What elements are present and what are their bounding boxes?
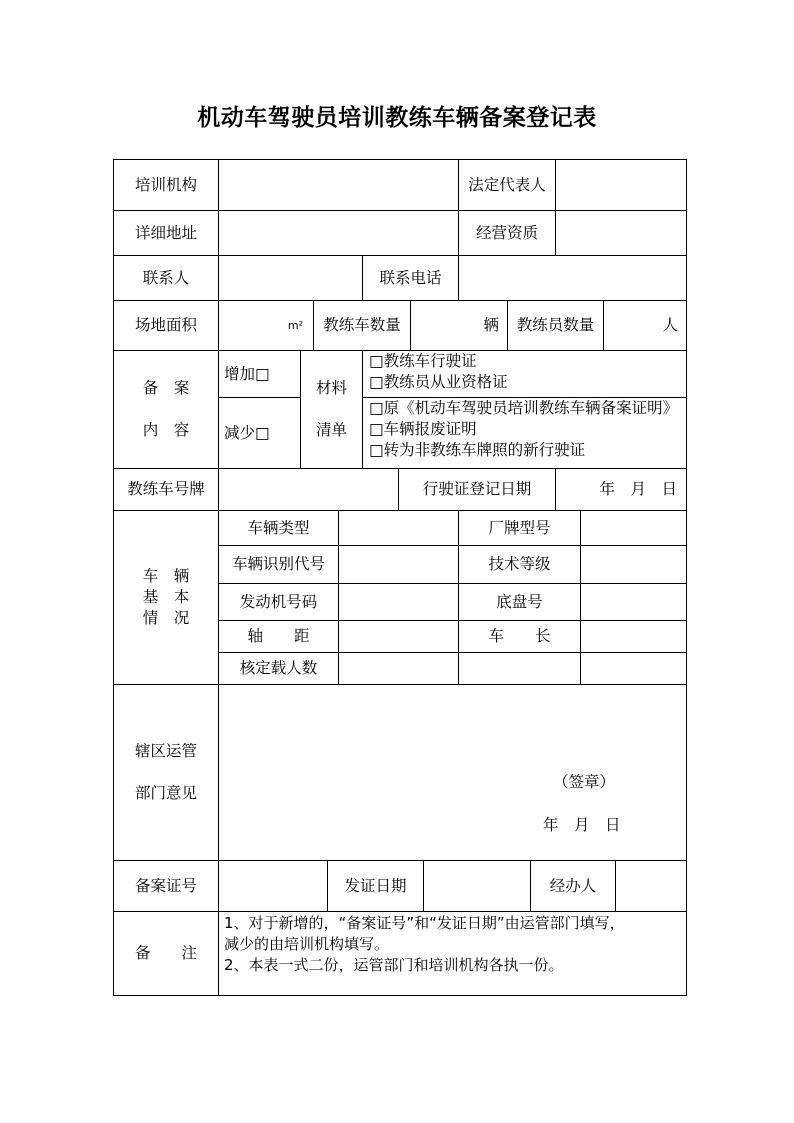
issue-date-label: 发证日期 (327, 860, 424, 912)
vin-field[interactable] (338, 545, 459, 584)
chassis-number-label: 底盘号 (458, 583, 581, 621)
registration-date-label: 行驶证登记日期 (398, 468, 556, 511)
qualification-field[interactable] (555, 210, 687, 256)
vehicle-length-label: 车 长 (458, 620, 581, 653)
increase-option[interactable]: 增加□ (218, 350, 301, 398)
filing-content-label-line: 备 案 (142, 379, 190, 397)
vehicle-info-label-line: 情 况 (142, 609, 190, 627)
handler-field[interactable] (615, 860, 687, 912)
material-checkbox-item[interactable]: □转为非教练车牌照的新行驶证 (369, 441, 586, 459)
vehicle-unit: 辆 (483, 316, 499, 334)
vehicle-info-label-line: 车 辆 (142, 567, 190, 585)
site-area-label: 场地面积 (113, 300, 219, 351)
filing-content-label-line: 内 容 (142, 421, 190, 439)
vehicle-info-label-line: 基 本 (142, 588, 190, 606)
authority-opinion-label-line: 辖区运管 (134, 742, 197, 760)
materials-list-label (300, 350, 363, 469)
instructor-count-field[interactable] (603, 300, 687, 351)
materials-list-label-line: 清单 (315, 421, 347, 439)
registration-date-placeholder: 年 月 日 (599, 480, 677, 498)
legal-representative-label: 法定代表人 (458, 159, 556, 211)
legal-representative-field[interactable] (555, 159, 687, 211)
contact-person-label: 联系人 (113, 255, 219, 301)
engine-number-field[interactable] (338, 583, 459, 621)
instructor-count-label: 教练员数量 (507, 300, 604, 351)
filing-cert-number-field[interactable] (218, 860, 328, 912)
vehicle-type-field[interactable] (338, 510, 459, 546)
authority-opinion-label (113, 684, 219, 861)
opinion-date-placeholder: 年 月 日 (543, 816, 621, 834)
vehicle-count-field[interactable] (410, 300, 508, 351)
filing-content-label (113, 350, 219, 469)
material-checkbox-item[interactable]: □车辆报废证明 (369, 420, 477, 438)
brand-model-field[interactable] (580, 510, 687, 546)
technical-grade-field[interactable] (580, 545, 687, 584)
technical-grade-label: 技术等级 (458, 545, 581, 584)
contact-phone-label: 联系电话 (362, 255, 459, 301)
remarks-label: 备 注 (113, 911, 219, 996)
decrease-materials-list (362, 397, 687, 469)
brand-model-label: 厂牌型号 (458, 510, 581, 546)
address-field[interactable] (218, 210, 459, 256)
form-title: 机动车驾驶员培训教练车辆备案登记表 (197, 104, 597, 131)
engine-number-label: 发动机号码 (218, 583, 339, 621)
materials-list-label-line: 材料 (315, 379, 347, 397)
authority-opinion-field[interactable] (218, 684, 687, 861)
issue-date-field[interactable] (423, 860, 531, 912)
material-checkbox-item[interactable]: □教练车行驶证 (369, 352, 477, 370)
square-meter-unit: m² (287, 319, 303, 332)
institution-name-field[interactable] (218, 159, 459, 211)
contact-person-field[interactable] (218, 255, 363, 301)
rated-passengers-field[interactable] (338, 652, 459, 685)
wheelbase-label: 轴 距 (218, 620, 339, 653)
remarks-line: 2、本表一式二份，运管部门和培训机构各执一份。 (224, 956, 564, 974)
person-unit: 人 (662, 316, 678, 334)
rated-passengers-label: 核定载人数 (218, 652, 339, 685)
handler-label: 经办人 (530, 860, 616, 912)
seal-placeholder: （签章） (553, 773, 616, 791)
remarks-text (218, 911, 687, 996)
vehicle-length-field[interactable] (580, 620, 687, 653)
decrease-option[interactable]: 减少□ (218, 397, 301, 469)
material-checkbox-item[interactable]: □教练员从业资格证 (369, 373, 508, 391)
contact-phone-field[interactable] (458, 255, 687, 301)
increase-materials-list (362, 350, 687, 398)
remarks-line: 减少的由培训机构填写。 (224, 935, 390, 953)
filing-cert-number-label: 备案证号 (113, 860, 219, 912)
vehicle-type-label: 车辆类型 (218, 510, 339, 546)
blank-cell[interactable] (580, 652, 687, 685)
authority-opinion-label-line: 部门意见 (134, 784, 197, 802)
vehicle-info-label (113, 510, 219, 685)
chassis-number-field[interactable] (580, 583, 687, 621)
blank-cell[interactable] (458, 652, 581, 685)
plate-number-label: 教练车号牌 (113, 468, 219, 511)
institution-label: 培训机构 (113, 159, 219, 211)
vin-label: 车辆识别代号 (218, 545, 339, 584)
address-label: 详细地址 (113, 210, 219, 256)
plate-number-field[interactable] (218, 468, 399, 511)
site-area-field[interactable] (218, 300, 314, 351)
material-checkbox-item[interactable]: □原《机动车驾驶员培训教练车辆备案证明》 (369, 399, 679, 417)
registration-date-field[interactable] (555, 468, 687, 511)
wheelbase-field[interactable] (338, 620, 459, 653)
remarks-line: 1、对于新增的，“备案证号”和“发证日期”由运管部门填写， (224, 914, 625, 932)
vehicle-count-label: 教练车数量 (313, 300, 411, 351)
qualification-label: 经营资质 (458, 210, 556, 256)
